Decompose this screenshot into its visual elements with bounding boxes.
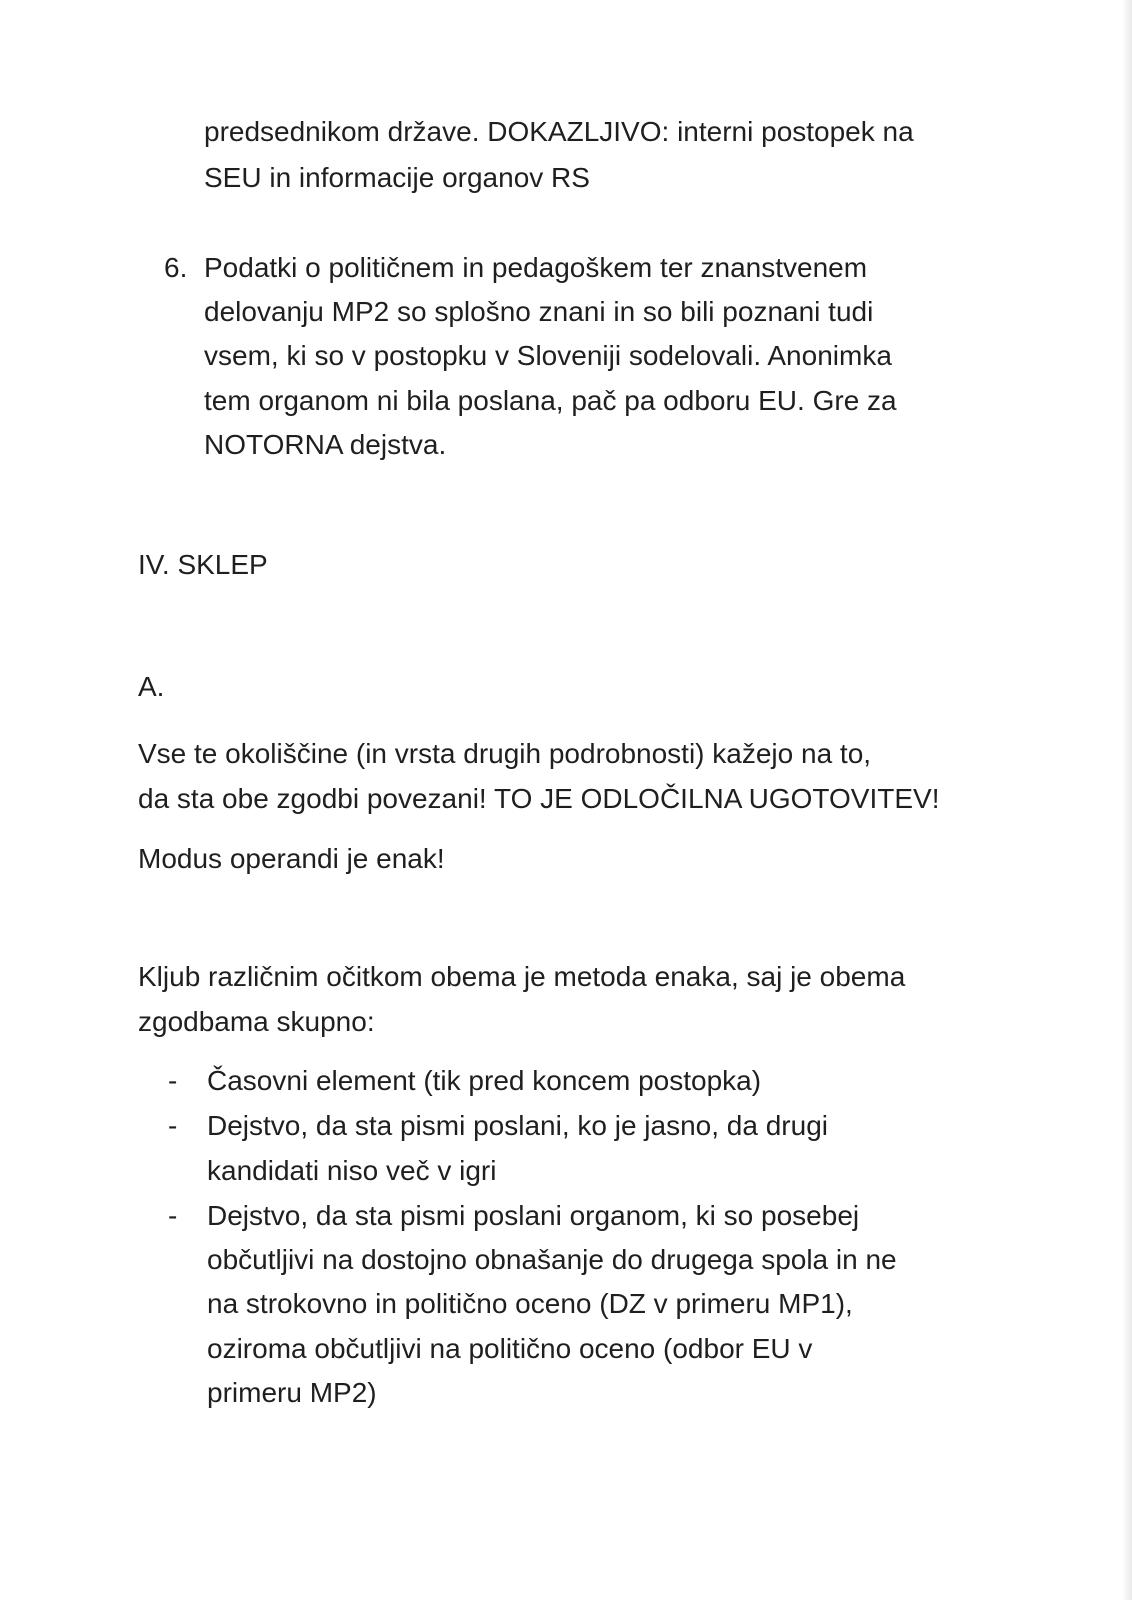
section-heading: IV. SKLEP [138,549,268,580]
intro-line-2: SEU in informacije organov RS [204,162,590,193]
item-6-line-3: vsem, ki so v postopku v Sloveniji sodelovali. Anonimka [204,340,892,371]
subsection-label: A. [138,671,165,702]
paragraph-1-line-2: da sta obe zgodbi povezani! TO JE ODLOČILNA UGOTOVITEV! [138,783,940,814]
bullet-2-line-1: Dejstvo, da sta pismi poslani, ko je jasno, da drugi [207,1110,828,1141]
bullet-3-line-1: Dejstvo, da sta pismi poslani organom, ki so posebej [207,1200,860,1231]
item-6-line-1: Podatki o političnem in pedagoškem ter znanstvenem [204,252,868,283]
bullet-marker: - [168,1110,178,1141]
bullet-2-line-2: kandidati niso več v igri [207,1155,497,1186]
bullet-1-line-1: Časovni element (tik pred koncem postopka) [207,1065,762,1096]
bullet-3-line-4: oziroma občutljivi na politično oceno (odbor EU v [207,1333,813,1364]
paragraph-3-line-2: zgodbama skupno: [138,1006,375,1037]
page-edge [1122,0,1132,1600]
paragraph-3-line-1: Kljub različnim očitkom obema je metoda enaka, saj je obema [138,961,906,992]
item-6-number: 6. [164,252,188,283]
item-6-line-2: delovanju MP2 so splošno znani in so bili poznani tudi [204,296,874,327]
paragraph-2: Modus operandi je enak! [138,843,445,874]
bullet-3-line-3: na strokovno in politično oceno (DZ v primeru MP1), [207,1288,853,1319]
bullet-marker: - [168,1065,178,1096]
bullet-3-line-5: primeru MP2) [207,1377,377,1408]
paragraph-1-line-1: Vse te okoliščine (in vrsta drugih podrobnosti) kažejo na to, [138,738,872,769]
item-6-line-4: tem organom ni bila poslana, pač pa odboru EU. Gre za [204,385,897,416]
bullet-3-line-2: občutljivi na dostojno obnašanje do drugega spola in ne [207,1244,897,1275]
bullet-marker: - [168,1200,178,1231]
intro-line-1: predsednikom države. DOKAZLJIVO: interni postopek na [204,116,914,147]
item-6-line-5: NOTORNA dejstva. [204,429,447,460]
